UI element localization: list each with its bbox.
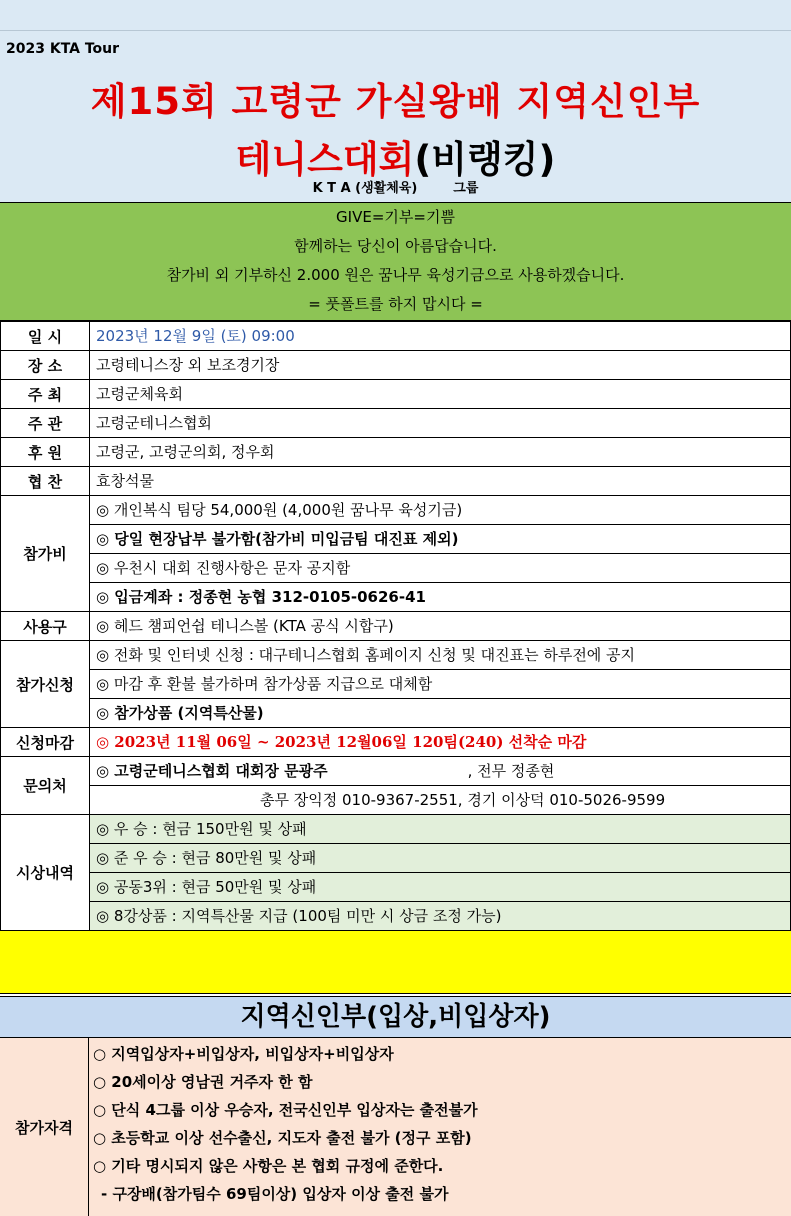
row-contact bbox=[1, 757, 791, 815]
title-suffix: (비랭킹) bbox=[414, 138, 556, 181]
ball-value: ◎ 헤드 챔피언쉽 테니스볼 (KTA 공식 시합구) bbox=[96, 617, 394, 635]
yellow-band bbox=[0, 931, 791, 994]
label-qualification: 참가자격 bbox=[0, 1038, 89, 1216]
subtitle-kta: K T A (생활체육) bbox=[312, 181, 418, 196]
give-line: 참가비 외 기부하신 2.000 원은 꿈나무 육성기금으로 사용하겠습니다. bbox=[166, 266, 625, 284]
row-sponsor bbox=[1, 438, 791, 467]
fee-account-line: ◎ 입금계좌 : 정종현 농협 312-0105-0626-41 bbox=[90, 582, 790, 611]
label-sponsor: 후 원 bbox=[1, 438, 90, 467]
label-organizer: 주 관 bbox=[1, 409, 90, 438]
label-host: 주 최 bbox=[1, 380, 90, 409]
label-support: 협 찬 bbox=[1, 467, 90, 496]
label-awards: 시상내역 bbox=[1, 815, 90, 931]
sponsor-value: 고령군, 고령군의회, 정우회 bbox=[96, 443, 275, 461]
qualification-item: ○ 초등학교 이상 선수출신, 지도자 출전 불가 (정구 포함) bbox=[93, 1129, 472, 1147]
deadline-value: ◎ 2023년 11월 06일 ~ 2023년 12월06일 120팀(240) 선착순 마감 bbox=[96, 733, 587, 751]
label-fee: 참가비 bbox=[1, 496, 90, 612]
date-value: 2023년 12월 9일 (토) 09:00 bbox=[96, 327, 295, 345]
row-date bbox=[1, 322, 791, 351]
host-value: 고령군체육회 bbox=[96, 385, 183, 403]
row-awards bbox=[1, 815, 791, 931]
title-line2 bbox=[0, 129, 791, 183]
qualification-item: ○ 기타 명시되지 않은 사항은 본 협회 규정에 준한다. bbox=[93, 1157, 444, 1175]
give-banner bbox=[0, 203, 791, 321]
qualification-list bbox=[89, 1038, 478, 1216]
give-line: 함께하는 당신이 아름답습니다. bbox=[294, 237, 497, 255]
label-venue: 장 소 bbox=[1, 351, 90, 380]
support-value: 효창석물 bbox=[96, 472, 154, 490]
contact-director: , 전무 정종현 bbox=[467, 762, 555, 780]
qualification-item: ○ 20세이상 영남권 거주자 한 함 bbox=[93, 1073, 313, 1091]
apply-line: ◎ 참가상품 (지역특산물) bbox=[90, 698, 790, 727]
label-deadline: 신청마감 bbox=[1, 728, 90, 757]
qualification-item: - 구장배(참가팀수 69팀이상) 입상자 이상 출전 불가 bbox=[101, 1185, 449, 1203]
qualification-item: ○ 단식 4그룹 이상 우승자, 전국신인부 입상자는 출전불가 bbox=[93, 1101, 478, 1119]
label-ball: 사용구 bbox=[1, 612, 90, 641]
row-ball bbox=[1, 612, 791, 641]
top-strip bbox=[0, 0, 791, 31]
venue-value: 고령테니스장 외 보조경기장 bbox=[96, 356, 280, 374]
title-line1: 제15회 고령군 가실왕배 지역신인부 bbox=[90, 80, 701, 123]
award-line: ◎ 우 승 : 현금 150만원 및 상패 bbox=[96, 820, 307, 838]
award-line: ◎ 준 우 승 : 현금 80만원 및 상패 bbox=[90, 843, 790, 872]
fee-line: ◎ 당일 현장납부 불가함(참가비 미입금팀 대진표 제외) bbox=[90, 524, 790, 553]
label-apply: 참가신청 bbox=[1, 641, 90, 728]
award-line: ◎ 8강상품 : 지역특산물 지급 (100팀 미만 시 상금 조정 가능) bbox=[90, 901, 790, 930]
section-title: 지역신인부(입상,비입상자) bbox=[0, 997, 791, 1038]
fee-line: ◎ 우천시 대회 진행사항은 문자 공지함 bbox=[90, 553, 790, 582]
row-apply bbox=[1, 641, 791, 728]
contact-line1 bbox=[90, 757, 790, 785]
row-organizer bbox=[1, 409, 791, 438]
apply-line: ◎ 전화 및 인터넷 신청 : 대구테니스협회 홈페이지 신청 및 대진표는 하루전에 공지 bbox=[96, 646, 636, 664]
label-date: 일 시 bbox=[1, 322, 90, 351]
subtitle bbox=[0, 177, 791, 196]
info-table bbox=[0, 321, 791, 931]
subtitle-group: 그룹 bbox=[453, 181, 479, 196]
qualification-item: ○ 지역입상자+비입상자, 비입상자+비입상자 bbox=[93, 1045, 394, 1063]
award-line: ◎ 공동3위 : 현금 50만원 및 상패 bbox=[90, 872, 790, 901]
row-fee bbox=[1, 496, 791, 612]
label-contact: 문의처 bbox=[1, 757, 90, 815]
organizer-value: 고령군테니스협회 bbox=[96, 414, 212, 432]
apply-line: ◎ 마감 후 환불 불가하며 참가상품 지급으로 대체함 bbox=[90, 669, 790, 698]
contact-chair: ◎ 고령군테니스협회 대회장 문광주 bbox=[96, 762, 328, 780]
qualification-block bbox=[0, 1038, 791, 1216]
row-host bbox=[1, 380, 791, 409]
contact-line2: 총무 장익정 010-9367-2551, 경기 이상덕 010-5026-9599 bbox=[90, 785, 790, 814]
row-venue bbox=[1, 351, 791, 380]
tour-label: 2023 KTA Tour bbox=[6, 41, 120, 57]
fee-line: ◎ 개인복식 팀당 54,000원 (4,000원 꿈나무 육성기금) bbox=[96, 501, 463, 519]
give-line: GIVE=기부=기쁨 bbox=[336, 208, 455, 226]
give-line: = 풋폴트를 하지 맙시다 = bbox=[308, 295, 483, 313]
row-support bbox=[1, 467, 791, 496]
row-deadline bbox=[1, 728, 791, 757]
header bbox=[0, 31, 791, 203]
title-main: 테니스대회 bbox=[235, 138, 415, 181]
